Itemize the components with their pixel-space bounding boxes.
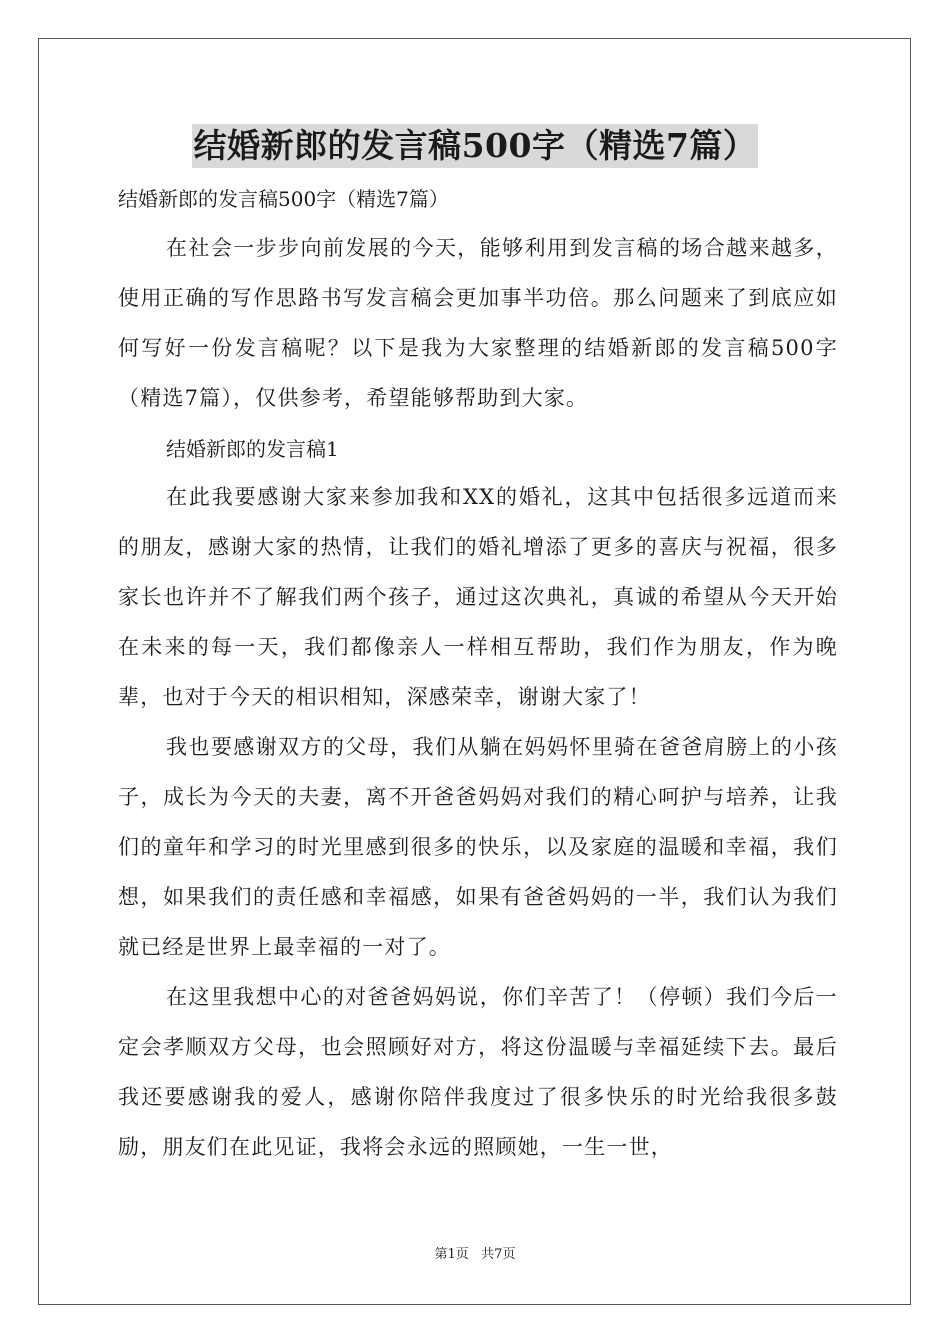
intro-paragraph: 在社会一步步向前发展的今天，能够利用到发言稿的场合越来越多，使用正确的写作思路书写发言稿会更加事半功倍。那么问题来了到底应如何写好一份发言稿呢？以下是我为大家整理的结婚新郎的发言稿500字（精选7篇），仅供参考，希望能够帮助到大家。 xyxy=(118,236,838,410)
document-subtitle: 结婚新郎的发言稿500字（精选7篇） xyxy=(118,187,449,211)
body-paragraph-1: 在此我要感谢大家来参加我和XX的婚礼，这其中包括很多远道而来的朋友，感谢大家的热情，让我们的婚礼增添了更多的喜庆与祝福，很多家长也许并不了解我们两个孩子，通过这次典礼，真诚的希望从今天开始在未来的每一天，我们都像亲人一样相互帮助，我们作为朋友，作为晚辈，也对于今天的相识相知，深感荣幸，谢谢大家了！ xyxy=(118,485,838,709)
body-paragraph-3: 在这里我想中心的对爸爸妈妈说，你们辛苦了！（停顿）我们今后一定会孝顺双方父母，也会照顾好对方，将这份温暖与幸福延续下去。最后我还要感谢我的爱人，感谢你陪伴我度过了很多快乐的时光给我很多鼓励，朋友们在此见证，我将会永远的照顾她，一生一世， xyxy=(118,985,838,1159)
document-title: 结婚新郎的发言稿500字（精选7篇） xyxy=(192,124,759,168)
page-footer: 第1页 共7页 xyxy=(434,1247,516,1262)
body-paragraph-2: 我也要感谢双方的父母，我们从躺在妈妈怀里骑在爸爸肩膀上的小孩子，成长为今天的夫妻，离不开爸爸妈妈对我们的精心呵护与培养，让我们的童年和学习的时光里感到很多的快乐，以及家庭的温暖和幸福，我们想，如果我们的责任感和幸福感，如果有爸爸妈妈的一半，我们认为我们就已经是世界上最幸福的一对了。 xyxy=(118,735,838,959)
title-container xyxy=(0,124,950,168)
section-heading-1: 结婚新郎的发言稿1 xyxy=(166,437,339,461)
